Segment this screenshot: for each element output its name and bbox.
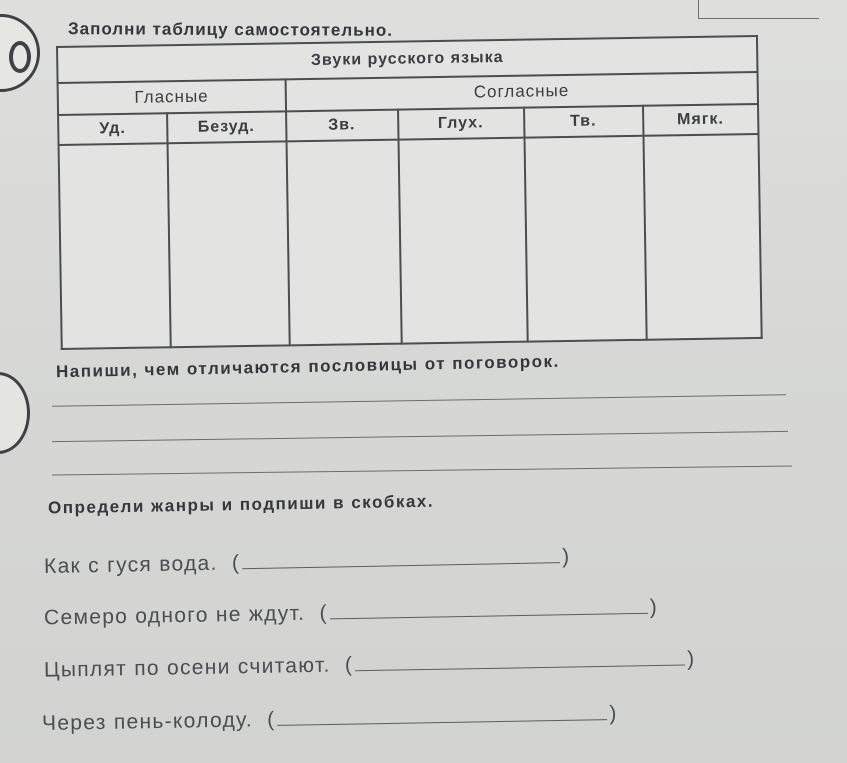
close-paren: ) (649, 595, 659, 619)
col-voiced: Зв. (286, 110, 398, 142)
genre-answer-blank[interactable] (277, 701, 607, 726)
corner-grid (698, 0, 819, 19)
cell-unstressed[interactable] (167, 141, 289, 347)
close-paren: ) (561, 544, 571, 569)
cell-soft[interactable] (643, 134, 762, 340)
genre-answer-blank[interactable] (330, 595, 648, 620)
task3-title: Определи жанры и подпиши в скобках. (47, 491, 435, 518)
col-voiceless: Глух. (398, 108, 524, 140)
phrase-text: Как с гуся вода. (43, 551, 218, 579)
answer-line[interactable] (52, 465, 792, 475)
task-number-badge (0, 14, 40, 92)
sounds-table (56, 35, 763, 350)
group-consonants: Согласные (285, 72, 758, 111)
task1-title: Заполни таблицу самостоятельно. (67, 19, 394, 40)
task-number-badge-2 (0, 372, 30, 454)
phrase-item (44, 646, 696, 682)
close-paren: ) (609, 701, 618, 726)
phrase-item (44, 595, 658, 631)
genre-answer-blank[interactable] (242, 544, 560, 569)
col-stressed: Уд. (58, 113, 167, 145)
col-soft: Мягк. (643, 104, 759, 136)
open-paren: ( (266, 707, 276, 732)
col-hard: Тв. (524, 106, 643, 138)
task2-title: Напиши, чем отличаются пословицы от поговорок. (55, 351, 560, 382)
phrase-item (44, 544, 571, 579)
answer-line[interactable] (52, 431, 788, 442)
open-paren: ( (231, 551, 241, 575)
group-vowels: Гласные (58, 79, 286, 115)
phrase-text: Через пень-колоду. (41, 708, 254, 736)
cell-voiceless[interactable] (398, 138, 527, 344)
close-paren: ) (686, 647, 696, 671)
open-paren: ( (319, 601, 329, 625)
col-unstressed: Безуд. (167, 111, 286, 143)
phrase-text: Цыплят по осени считают. (43, 653, 331, 682)
cell-voiced[interactable] (286, 140, 401, 346)
phrase-item (42, 701, 618, 736)
open-paren: ( (344, 653, 354, 677)
cell-stressed[interactable] (59, 143, 171, 349)
answer-line[interactable] (52, 394, 786, 407)
cell-hard[interactable] (524, 136, 646, 342)
table-header: Звуки русского языка (57, 36, 757, 83)
genre-answer-blank[interactable] (355, 646, 685, 671)
phrase-text: Семеро одного не ждут. (43, 601, 306, 630)
